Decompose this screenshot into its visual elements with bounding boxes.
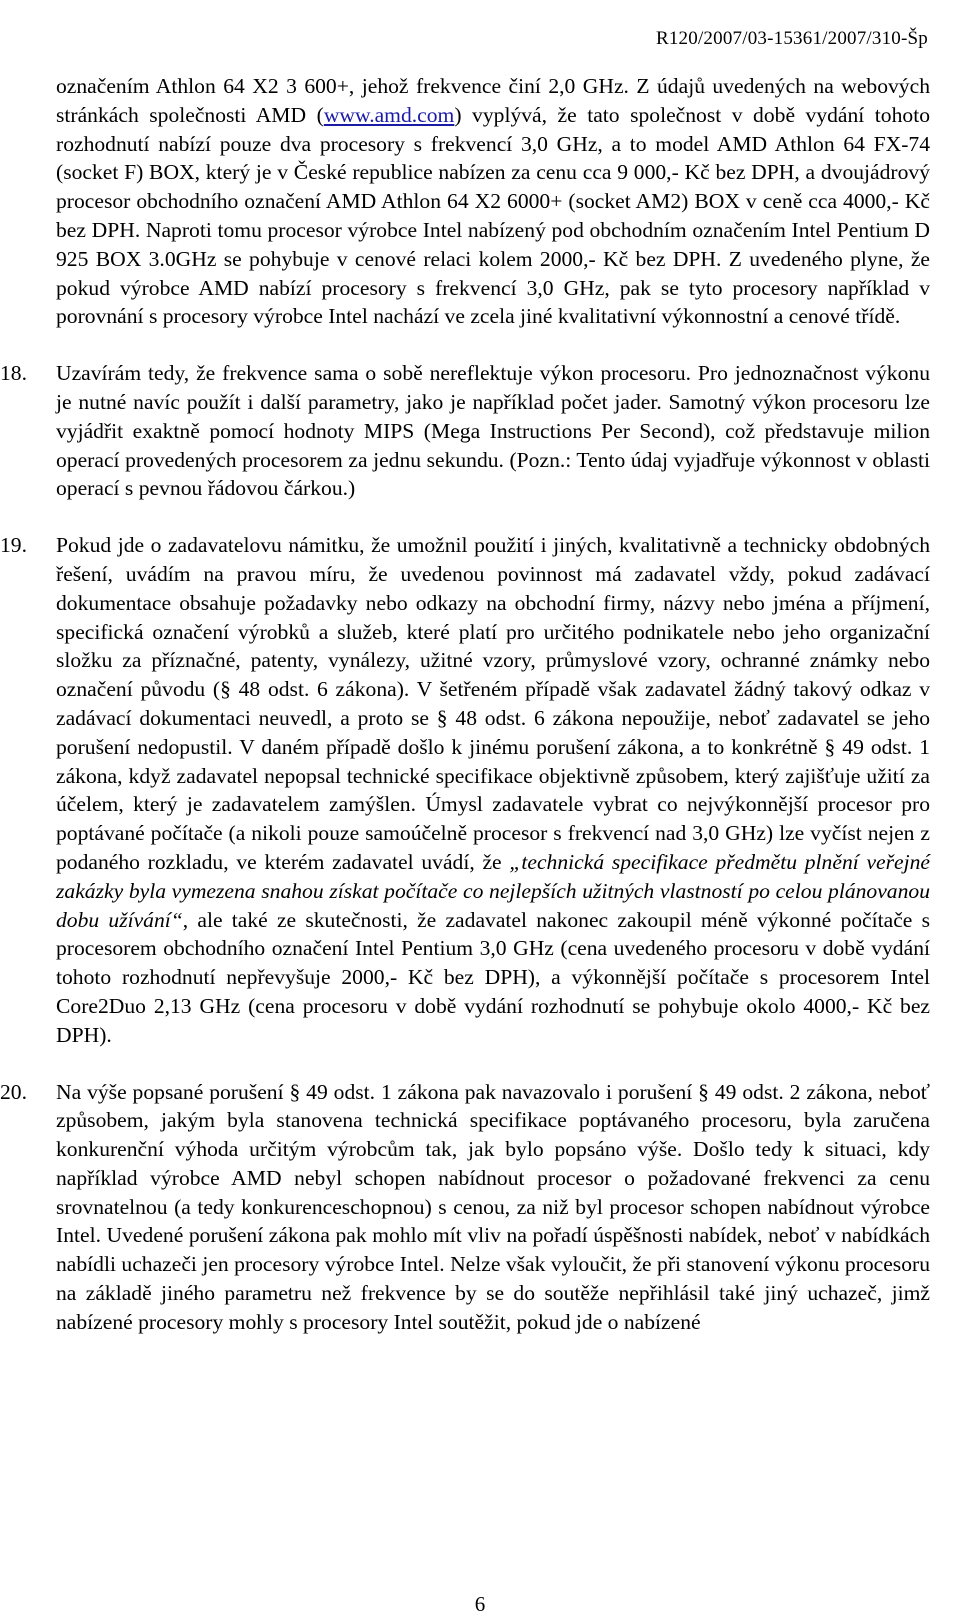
paragraph-20	[0, 1078, 930, 1337]
page-number: 6	[474, 1592, 486, 1616]
paragraph-19	[0, 531, 930, 1049]
paragraph-spacer	[54, 1050, 930, 1078]
document-body	[0, 72, 930, 1337]
amd-website-link[interactable]: www.amd.com	[323, 102, 455, 127]
paragraph-18	[0, 359, 930, 503]
paragraph-spacer	[54, 503, 930, 531]
paragraph-20-text: Na výše popsané porušení § 49 odst. 1 zákona pak navazovalo i porušení § 49 odst. 2 zákona, neboť způsobem, jakým byla stanovena technická specifikace poptávaného procesoru, byla zaručena konkurenční výhoda určitým výrobcům tak, jak bylo popsáno výše. Došlo tedy k situaci, kdy například výrobce AMD nebyl schopen nabídnout procesor o požadované frekvenci za cenu srovnatelnou (a tedy konkurenceschopnou) s cenou, za niž byl procesor schopen nabídnout výrobce Intel. Uvedené porušení zákona pak mohlo mít vliv na pořadí úspěšnosti nabídek, neboť v nabídkách nabídli uchazeči jen procesory výrobce Intel. Nelze však vyloučit, že při stanovení výkonu procesoru na základě jiného parametru než frekvence by se do soutěže nepřihlásil také jiný uchazeč, jimž nabízené procesory mohly s procesory Intel soutěžit, pokud jde o nabízené	[56, 1079, 930, 1334]
paragraph-19-text-end: , ale také ze skutečnosti, že zadavatel nakonec zakoupil méně výkonné počítače s procesorem obchodního označení Intel Pentium 3,0 GHz (cena uvedeného procesoru v době vydání tohoto rozhodnutí nepřevyšuje 2000,- Kč bez DPH), a výkonnější počítače s procesorem Intel Core2Duo 2,13 GHz (cena procesoru v době vydání rozhodnutí se pohybuje okolo 4000,- Kč bez DPH).	[56, 907, 930, 1047]
intro-text-end: ) vyplývá, že tato společnost v době vydání tohoto rozhodnutí nabízí pouze dva procesory s frekvencí 3,0 GHz, a to model AMD Athlon 64 FX-74 (socket F) BOX, který je v České republice nabízen za cenu cca 9 000,- Kč bez DPH, a dvoujádrový procesor obchodního označení AMD Athlon 64 X2 6000+ (socket AM2) BOX v ceně cca 4000,- Kč bez DPH. Naproti tomu procesor výrobce Intel nabízený pod obchodním označením Intel Pentium D 925 BOX 3.0GHz se pohybuje v cenové relaci kolem 2000,- Kč bez DPH. Z uvedeného plyne, že pokud výrobce AMD nabízí procesory s frekvencí 3,0 GHz, pak se tyto procesory například v porovnání s procesory výrobce Intel nachází ve zcela jiné kvalitativní výkonnostní a cenové třídě.	[56, 102, 930, 329]
paragraph-18-text: Uzavírám tedy, že frekvence sama o sobě nereflektuje výkon procesoru. Pro jednoznačnost výkonu je nutné navíc použít i další parametry, jako je například počet jader. Samotný výkon procesoru lze vyjádřit exaktně pomocí hodnoty MIPS (Mega Instructions Per Second), což představuje milion operací provedených procesorem za jednu sekundu. (Pozn.: Tento údaj vyjadřuje výkonnost v oblasti operací s pevnou řádovou čárkou.)	[56, 361, 930, 501]
intro-paragraph	[54, 72, 930, 331]
paragraph-number-19: 19.	[0, 533, 27, 558]
intro-text-start: označením Athlon 64 X2 3 600+, jehož frekvence činí 2,0 GHz. Z údajů uvedených na webových stránkách společnosti AMD (	[56, 74, 930, 127]
paragraph-19-text-start: Pokud jde o zadavatelovu námitku, že umožnil použití i jiných, kvalitativně a technicky obdobných řešení, uvádím na pravou míru, že uvedenou povinnost má zadavatel vždy, pokud zadávací dokumentace obsahuje požadavky nebo odkazy na obchodní firmy, názvy nebo jména a příjmení, specifická označení výrobků a služeb, které platí pro určitého podnikatele nebo jeho organizační složku za příznačné, patenty, vynálezy, užitné vzory, průmyslové vzory, ochranné známky nebo označení původu (§ 48 odst. 6 zákona). V šetřeném případě však zadavatel žádný takový odkaz v zadávací dokumentaci neuvedl, a proto se § 48 odst. 6 zákona nepoužije, neboť zadavatel se jeho porušení nedopustil. V daném případě došlo k jinému porušení zákona, a to konkrétně § 49 odst. 1 zákona, když zadavatel nepopsal technické specifikace objektivně způsobem, který zajišťuje užití za účelem, který je zadavatelem zamýšlen. Úmysl zadavatele vybrat co nejvýkonnější procesor pro poptávané počítače (a nikoli pouze samoúčelně procesor s frekvencí nad 3,0 GHz) lze vyčíst nejen z podaného rozkladu, ve kterém zadavatel uvádí, že	[56, 533, 930, 874]
paragraph-19-quote: „technická specifikace předmětu plnění veřejné zakázky byla vymezena snahou získat počítače co nejlepších užitných vlastností po celou plánovanou dobu užívání“	[56, 849, 930, 932]
paragraph-number-20: 20.	[0, 1079, 27, 1104]
paragraph-number-18: 18.	[0, 361, 27, 386]
document-reference: R120/2007/03-15361/2007/310-Šp	[655, 28, 928, 49]
paragraph-spacer	[54, 331, 930, 359]
